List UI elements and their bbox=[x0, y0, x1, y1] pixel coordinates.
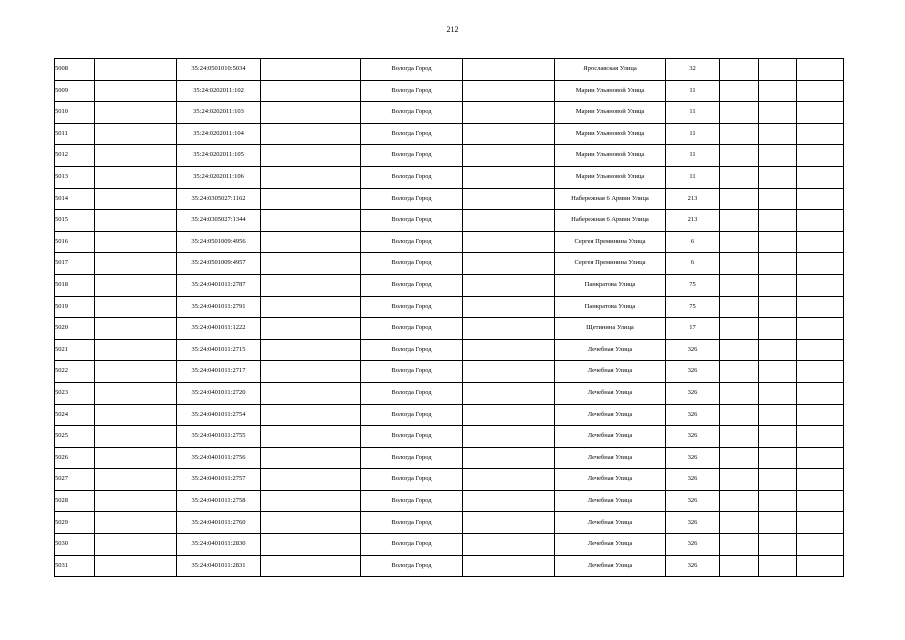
house-number-cell: 75 bbox=[666, 274, 720, 296]
house-number-cell: 326 bbox=[666, 490, 720, 512]
cadastral-number-cell: 35:24:0202011:102 bbox=[177, 80, 261, 102]
table-row bbox=[55, 534, 844, 556]
empty-cell bbox=[720, 210, 759, 232]
table-row bbox=[55, 253, 844, 275]
empty-cell bbox=[759, 555, 797, 577]
city-cell: Вологда Город bbox=[361, 231, 463, 253]
empty-cell bbox=[720, 426, 759, 448]
empty-cell bbox=[797, 339, 844, 361]
empty-cell bbox=[95, 274, 177, 296]
empty-cell bbox=[797, 512, 844, 534]
empty-cell bbox=[463, 253, 555, 275]
empty-cell bbox=[261, 102, 361, 124]
row-number-cell: 5019 bbox=[55, 296, 95, 318]
empty-cell bbox=[759, 145, 797, 167]
empty-cell bbox=[95, 361, 177, 383]
street-cell: Лечебная Улица bbox=[555, 447, 666, 469]
street-cell: Лечебная Улица bbox=[555, 512, 666, 534]
house-number-cell: 11 bbox=[666, 145, 720, 167]
empty-cell bbox=[759, 318, 797, 340]
empty-cell bbox=[261, 123, 361, 145]
cadastral-number-cell: 35:24:0401011:2787 bbox=[177, 274, 261, 296]
table-row bbox=[55, 382, 844, 404]
empty-cell bbox=[261, 555, 361, 577]
house-number-cell: 17 bbox=[666, 318, 720, 340]
empty-cell bbox=[261, 534, 361, 556]
empty-cell bbox=[759, 490, 797, 512]
registry-table bbox=[54, 58, 844, 577]
row-number-cell: 5009 bbox=[55, 80, 95, 102]
cadastral-number-cell: 35:24:0401011:2715 bbox=[177, 339, 261, 361]
house-number-cell: 326 bbox=[666, 426, 720, 448]
empty-cell bbox=[759, 231, 797, 253]
cadastral-number-cell: 35:24:0501010:5034 bbox=[177, 59, 261, 81]
empty-cell bbox=[720, 469, 759, 491]
empty-cell bbox=[797, 296, 844, 318]
empty-cell bbox=[463, 382, 555, 404]
empty-cell bbox=[759, 469, 797, 491]
empty-cell bbox=[261, 188, 361, 210]
table-row bbox=[55, 469, 844, 491]
empty-cell bbox=[95, 231, 177, 253]
empty-cell bbox=[797, 426, 844, 448]
cadastral-number-cell: 35:24:0401011:2755 bbox=[177, 426, 261, 448]
empty-cell bbox=[95, 253, 177, 275]
empty-cell bbox=[759, 80, 797, 102]
cadastral-number-cell: 35:24:0401011:2830 bbox=[177, 534, 261, 556]
city-cell: Вологда Город bbox=[361, 59, 463, 81]
empty-cell bbox=[261, 59, 361, 81]
empty-cell bbox=[463, 339, 555, 361]
row-number-cell: 5022 bbox=[55, 361, 95, 383]
row-number-cell: 5027 bbox=[55, 469, 95, 491]
table-row bbox=[55, 318, 844, 340]
table-row bbox=[55, 166, 844, 188]
empty-cell bbox=[463, 145, 555, 167]
empty-cell bbox=[261, 318, 361, 340]
row-number-cell: 5018 bbox=[55, 274, 95, 296]
empty-cell bbox=[261, 490, 361, 512]
house-number-cell: 326 bbox=[666, 555, 720, 577]
table-row bbox=[55, 512, 844, 534]
row-number-cell: 5014 bbox=[55, 188, 95, 210]
empty-cell bbox=[759, 102, 797, 124]
table-row bbox=[55, 274, 844, 296]
empty-cell bbox=[720, 490, 759, 512]
street-cell: Лечебная Улица bbox=[555, 534, 666, 556]
cadastral-number-cell: 35:24:0401011:2831 bbox=[177, 555, 261, 577]
street-cell: Марии Ульяновой Улица bbox=[555, 102, 666, 124]
empty-cell bbox=[95, 210, 177, 232]
empty-cell bbox=[261, 339, 361, 361]
city-cell: Вологда Город bbox=[361, 469, 463, 491]
empty-cell bbox=[759, 512, 797, 534]
empty-cell bbox=[759, 188, 797, 210]
row-number-cell: 5013 bbox=[55, 166, 95, 188]
house-number-cell: 326 bbox=[666, 512, 720, 534]
house-number-cell: 6 bbox=[666, 253, 720, 275]
empty-cell bbox=[797, 382, 844, 404]
table-row bbox=[55, 555, 844, 577]
city-cell: Вологда Город bbox=[361, 318, 463, 340]
table-row bbox=[55, 339, 844, 361]
table-row bbox=[55, 426, 844, 448]
empty-cell bbox=[720, 339, 759, 361]
city-cell: Вологда Город bbox=[361, 145, 463, 167]
empty-cell bbox=[797, 404, 844, 426]
empty-cell bbox=[720, 296, 759, 318]
house-number-cell: 213 bbox=[666, 188, 720, 210]
street-cell: Лечебная Улица bbox=[555, 339, 666, 361]
cadastral-number-cell: 35:24:0202011:103 bbox=[177, 102, 261, 124]
empty-cell bbox=[463, 231, 555, 253]
empty-cell bbox=[261, 404, 361, 426]
empty-cell bbox=[720, 447, 759, 469]
empty-cell bbox=[720, 318, 759, 340]
row-number-cell: 5017 bbox=[55, 253, 95, 275]
table-row bbox=[55, 188, 844, 210]
empty-cell bbox=[261, 447, 361, 469]
empty-cell bbox=[95, 490, 177, 512]
street-cell: Лечебная Улица bbox=[555, 404, 666, 426]
empty-cell bbox=[720, 404, 759, 426]
house-number-cell: 11 bbox=[666, 166, 720, 188]
row-number-cell: 5012 bbox=[55, 145, 95, 167]
row-number-cell: 5021 bbox=[55, 339, 95, 361]
empty-cell bbox=[759, 534, 797, 556]
empty-cell bbox=[463, 469, 555, 491]
city-cell: Вологда Город bbox=[361, 447, 463, 469]
row-number-cell: 5029 bbox=[55, 512, 95, 534]
empty-cell bbox=[463, 447, 555, 469]
city-cell: Вологда Город bbox=[361, 166, 463, 188]
empty-cell bbox=[759, 447, 797, 469]
city-cell: Вологда Город bbox=[361, 123, 463, 145]
cadastral-number-cell: 35:24:0401011:2758 bbox=[177, 490, 261, 512]
empty-cell bbox=[463, 361, 555, 383]
empty-cell bbox=[463, 166, 555, 188]
cadastral-number-cell: 35:24:0202011:104 bbox=[177, 123, 261, 145]
street-cell: Лечебная Улица bbox=[555, 426, 666, 448]
empty-cell bbox=[759, 59, 797, 81]
empty-cell bbox=[95, 555, 177, 577]
empty-cell bbox=[720, 80, 759, 102]
empty-cell bbox=[797, 188, 844, 210]
empty-cell bbox=[463, 210, 555, 232]
row-number-cell: 5023 bbox=[55, 382, 95, 404]
empty-cell bbox=[759, 426, 797, 448]
street-cell: Сергея Преминина Улица bbox=[555, 231, 666, 253]
empty-cell bbox=[797, 145, 844, 167]
empty-cell bbox=[261, 426, 361, 448]
city-cell: Вологда Город bbox=[361, 404, 463, 426]
empty-cell bbox=[759, 382, 797, 404]
empty-cell bbox=[797, 361, 844, 383]
empty-cell bbox=[95, 426, 177, 448]
empty-cell bbox=[720, 123, 759, 145]
cadastral-number-cell: 35:24:0401011:2717 bbox=[177, 361, 261, 383]
empty-cell bbox=[797, 490, 844, 512]
empty-cell bbox=[463, 274, 555, 296]
empty-cell bbox=[463, 123, 555, 145]
empty-cell bbox=[797, 534, 844, 556]
city-cell: Вологда Город bbox=[361, 534, 463, 556]
street-cell: Сергея Преминина Улица bbox=[555, 253, 666, 275]
empty-cell bbox=[95, 534, 177, 556]
city-cell: Вологда Город bbox=[361, 555, 463, 577]
street-cell: Лечебная Улица bbox=[555, 555, 666, 577]
house-number-cell: 32 bbox=[666, 59, 720, 81]
empty-cell bbox=[95, 166, 177, 188]
street-cell: Лечебная Улица bbox=[555, 361, 666, 383]
empty-cell bbox=[261, 274, 361, 296]
empty-cell bbox=[261, 80, 361, 102]
street-cell: Марии Ульяновой Улица bbox=[555, 145, 666, 167]
house-number-cell: 75 bbox=[666, 296, 720, 318]
house-number-cell: 326 bbox=[666, 469, 720, 491]
row-number-cell: 5020 bbox=[55, 318, 95, 340]
empty-cell bbox=[261, 512, 361, 534]
empty-cell bbox=[463, 188, 555, 210]
row-number-cell: 5026 bbox=[55, 447, 95, 469]
cadastral-number-cell: 35:24:0401011:2791 bbox=[177, 296, 261, 318]
house-number-cell: 326 bbox=[666, 382, 720, 404]
empty-cell bbox=[720, 534, 759, 556]
city-cell: Вологда Город bbox=[361, 426, 463, 448]
empty-cell bbox=[797, 80, 844, 102]
empty-cell bbox=[720, 253, 759, 275]
cadastral-number-cell: 35:24:0401011:2756 bbox=[177, 447, 261, 469]
city-cell: Вологда Город bbox=[361, 382, 463, 404]
empty-cell bbox=[720, 102, 759, 124]
empty-cell bbox=[463, 102, 555, 124]
city-cell: Вологда Город bbox=[361, 361, 463, 383]
street-cell: Набережная 6 Армии Улица bbox=[555, 188, 666, 210]
city-cell: Вологда Город bbox=[361, 253, 463, 275]
city-cell: Вологда Город bbox=[361, 512, 463, 534]
empty-cell bbox=[759, 210, 797, 232]
cadastral-number-cell: 35:24:0202011:106 bbox=[177, 166, 261, 188]
city-cell: Вологда Город bbox=[361, 188, 463, 210]
empty-cell bbox=[95, 188, 177, 210]
row-number-cell: 5025 bbox=[55, 426, 95, 448]
empty-cell bbox=[797, 123, 844, 145]
empty-cell bbox=[95, 102, 177, 124]
empty-cell bbox=[759, 339, 797, 361]
empty-cell bbox=[463, 534, 555, 556]
house-number-cell: 326 bbox=[666, 339, 720, 361]
empty-cell bbox=[463, 296, 555, 318]
row-number-cell: 5016 bbox=[55, 231, 95, 253]
empty-cell bbox=[95, 339, 177, 361]
empty-cell bbox=[95, 447, 177, 469]
house-number-cell: 11 bbox=[666, 102, 720, 124]
row-number-cell: 5010 bbox=[55, 102, 95, 124]
house-number-cell: 11 bbox=[666, 80, 720, 102]
cadastral-number-cell: 35:24:0501009:4956 bbox=[177, 231, 261, 253]
empty-cell bbox=[95, 382, 177, 404]
empty-cell bbox=[720, 166, 759, 188]
empty-cell bbox=[261, 361, 361, 383]
empty-cell bbox=[797, 318, 844, 340]
empty-cell bbox=[463, 80, 555, 102]
empty-cell bbox=[720, 274, 759, 296]
empty-cell bbox=[720, 361, 759, 383]
empty-cell bbox=[463, 490, 555, 512]
street-cell: Панкратова Улица bbox=[555, 274, 666, 296]
row-number-cell: 5008 bbox=[55, 59, 95, 81]
cadastral-number-cell: 35:24:0202011:105 bbox=[177, 145, 261, 167]
empty-cell bbox=[95, 512, 177, 534]
empty-cell bbox=[95, 404, 177, 426]
street-cell: Лечебная Улица bbox=[555, 490, 666, 512]
empty-cell bbox=[759, 253, 797, 275]
table-row bbox=[55, 296, 844, 318]
empty-cell bbox=[720, 145, 759, 167]
empty-cell bbox=[261, 166, 361, 188]
cadastral-number-cell: 35:24:0305027:1344 bbox=[177, 210, 261, 232]
cadastral-number-cell: 35:24:0401011:1222 bbox=[177, 318, 261, 340]
table-row bbox=[55, 404, 844, 426]
empty-cell bbox=[759, 123, 797, 145]
street-cell: Лечебная Улица bbox=[555, 382, 666, 404]
empty-cell bbox=[797, 469, 844, 491]
cadastral-number-cell: 35:24:0401011:2757 bbox=[177, 469, 261, 491]
house-number-cell: 11 bbox=[666, 123, 720, 145]
row-number-cell: 5030 bbox=[55, 534, 95, 556]
street-cell: Лечебная Улица bbox=[555, 469, 666, 491]
cadastral-number-cell: 35:24:0501009:4957 bbox=[177, 253, 261, 275]
empty-cell bbox=[463, 59, 555, 81]
cadastral-number-cell: 35:24:0401011:2760 bbox=[177, 512, 261, 534]
cadastral-number-cell: 35:24:0401011:2720 bbox=[177, 382, 261, 404]
empty-cell bbox=[261, 231, 361, 253]
city-cell: Вологда Город bbox=[361, 490, 463, 512]
empty-cell bbox=[261, 253, 361, 275]
empty-cell bbox=[261, 145, 361, 167]
empty-cell bbox=[759, 361, 797, 383]
street-cell: Ярославская Улица bbox=[555, 59, 666, 81]
table-row bbox=[55, 145, 844, 167]
page-number: 212 bbox=[446, 25, 459, 34]
row-number-cell: 5031 bbox=[55, 555, 95, 577]
empty-cell bbox=[261, 210, 361, 232]
empty-cell bbox=[95, 296, 177, 318]
registry-body bbox=[55, 59, 844, 577]
street-cell: Марии Ульяновой Улица bbox=[555, 123, 666, 145]
street-cell: Марии Ульяновой Улица bbox=[555, 166, 666, 188]
empty-cell bbox=[797, 447, 844, 469]
city-cell: Вологда Город bbox=[361, 80, 463, 102]
empty-cell bbox=[759, 296, 797, 318]
empty-cell bbox=[797, 59, 844, 81]
street-cell: Набережная 6 Армии Улица bbox=[555, 210, 666, 232]
empty-cell bbox=[95, 145, 177, 167]
empty-cell bbox=[759, 166, 797, 188]
table-row bbox=[55, 80, 844, 102]
row-number-cell: 5011 bbox=[55, 123, 95, 145]
empty-cell bbox=[261, 382, 361, 404]
empty-cell bbox=[797, 253, 844, 275]
cadastral-number-cell: 35:24:0305027:1162 bbox=[177, 188, 261, 210]
row-number-cell: 5024 bbox=[55, 404, 95, 426]
cadastral-number-cell: 35:24:0401011:2754 bbox=[177, 404, 261, 426]
empty-cell bbox=[463, 512, 555, 534]
empty-cell bbox=[95, 469, 177, 491]
empty-cell bbox=[463, 318, 555, 340]
house-number-cell: 213 bbox=[666, 210, 720, 232]
table-row bbox=[55, 123, 844, 145]
empty-cell bbox=[797, 231, 844, 253]
street-cell: Марии Ульяновой Улица bbox=[555, 80, 666, 102]
row-number-cell: 5028 bbox=[55, 490, 95, 512]
empty-cell bbox=[720, 555, 759, 577]
empty-cell bbox=[261, 296, 361, 318]
table-row bbox=[55, 210, 844, 232]
empty-cell bbox=[261, 469, 361, 491]
house-number-cell: 326 bbox=[666, 447, 720, 469]
table-row bbox=[55, 231, 844, 253]
row-number-cell: 5015 bbox=[55, 210, 95, 232]
house-number-cell: 326 bbox=[666, 404, 720, 426]
empty-cell bbox=[759, 404, 797, 426]
empty-cell bbox=[463, 426, 555, 448]
city-cell: Вологда Город bbox=[361, 102, 463, 124]
house-number-cell: 326 bbox=[666, 361, 720, 383]
empty-cell bbox=[95, 59, 177, 81]
table-row bbox=[55, 447, 844, 469]
house-number-cell: 6 bbox=[666, 231, 720, 253]
street-cell: Панкратова Улица bbox=[555, 296, 666, 318]
table-row bbox=[55, 59, 844, 81]
table-row bbox=[55, 490, 844, 512]
empty-cell bbox=[720, 231, 759, 253]
empty-cell bbox=[95, 123, 177, 145]
house-number-cell: 326 bbox=[666, 534, 720, 556]
empty-cell bbox=[720, 382, 759, 404]
empty-cell bbox=[720, 512, 759, 534]
empty-cell bbox=[463, 404, 555, 426]
empty-cell bbox=[95, 80, 177, 102]
empty-cell bbox=[759, 274, 797, 296]
empty-cell bbox=[797, 102, 844, 124]
empty-cell bbox=[797, 210, 844, 232]
table-row bbox=[55, 361, 844, 383]
city-cell: Вологда Город bbox=[361, 296, 463, 318]
empty-cell bbox=[720, 188, 759, 210]
empty-cell bbox=[463, 555, 555, 577]
city-cell: Вологда Город bbox=[361, 274, 463, 296]
city-cell: Вологда Город bbox=[361, 210, 463, 232]
street-cell: Щетинина Улица bbox=[555, 318, 666, 340]
empty-cell bbox=[797, 555, 844, 577]
empty-cell bbox=[797, 166, 844, 188]
table-row bbox=[55, 102, 844, 124]
city-cell: Вологда Город bbox=[361, 339, 463, 361]
empty-cell bbox=[720, 59, 759, 81]
empty-cell bbox=[95, 318, 177, 340]
empty-cell bbox=[797, 274, 844, 296]
